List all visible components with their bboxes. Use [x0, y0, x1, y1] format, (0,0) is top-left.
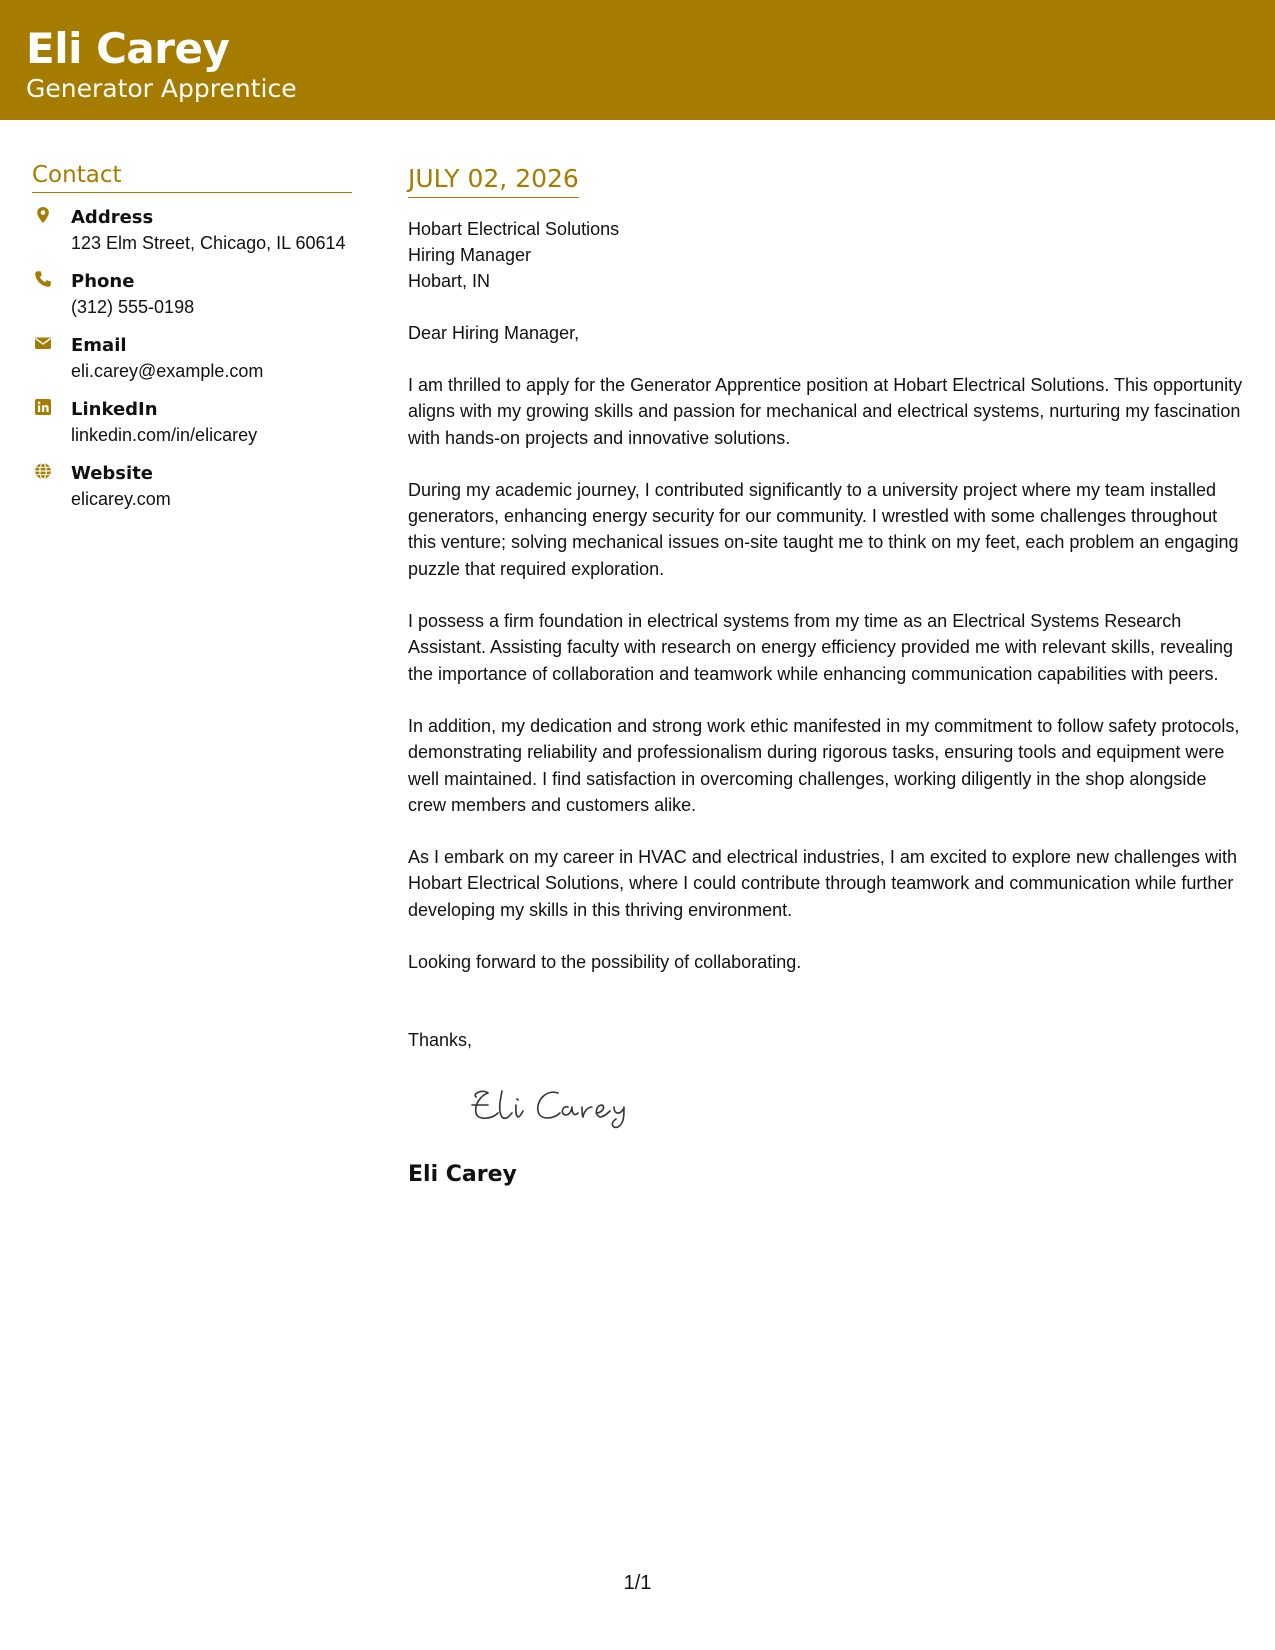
signer-name: Eli Carey — [408, 1162, 517, 1188]
paragraph-academic: During my academic journey, I contributed significantly to a university project where my team installed generators, enhancing energy security for our community. I wrestled with some challenges throughout this venture; solving mechanical issues on-site taught me to think on my feet, each problem an engaging puzzle that required exploration. — [408, 479, 1239, 579]
contact-item-website — [32, 461, 352, 511]
contact-label: LinkedIn — [71, 399, 158, 420]
letter-body — [408, 164, 1243, 1187]
header-banner — [0, 0, 1275, 120]
contact-item-email — [32, 333, 352, 383]
phone-value: (312) 555-0198 — [71, 297, 195, 317]
globe-icon — [34, 462, 52, 480]
contact-label: Website — [71, 463, 154, 484]
paragraph-career: As I embark on my career in HVAC and electrical industries, I am excited to explore new challenges with Hobart Electrical Solutions, where I could contribute through teamwork and communication while further developing my skills in this thriving environment. — [408, 847, 1238, 920]
contact-label: Phone — [71, 271, 135, 292]
page-number: 1/1 — [623, 1572, 652, 1594]
letter-date: JULY 02, 2026 — [408, 164, 579, 198]
paragraph-work-ethic: In addition, my dedication and strong work ethic manifested in my commitment to follow safety protocols, demonstrating reliability and professionalism during rigorous tasks, ensuring tools and equipment were well maintained. I find satisfaction in overcoming challenges, working diligently in the shop alongside crew members and customers alike. — [408, 715, 1240, 815]
recipient-title: Hiring Manager — [408, 245, 532, 265]
contact-heading: Contact — [32, 162, 352, 193]
linkedin-icon — [34, 398, 52, 416]
recipient-company: Hobart Electrical Solutions — [408, 219, 620, 239]
contact-label: Address — [71, 207, 154, 228]
job-title: Generator Apprentice — [26, 74, 297, 103]
website-value: elicarey.com — [71, 489, 171, 509]
applicant-name: Eli Carey — [26, 24, 230, 73]
linkedin-value: linkedin.com/in/elicarey — [71, 425, 258, 445]
contact-item-address — [32, 205, 352, 255]
contact-item-phone — [32, 269, 352, 319]
paragraph-intro: I am thrilled to apply for the Generator Apprentice position at Hobart Electrical Solutions. This opportunity aligns with my growing skills and passion for mechanical and electrical systems, nurturing my fascination with hands-on projects and innovative solutions. — [408, 375, 1243, 448]
contact-sidebar — [32, 162, 352, 511]
closing: Thanks, — [408, 1030, 473, 1051]
address-value: 123 Elm Street, Chicago, IL 60614 — [71, 233, 346, 253]
email-value: eli.carey@example.com — [71, 361, 264, 381]
recipient-location: Hobart, IN — [408, 271, 491, 291]
envelope-icon — [34, 334, 52, 352]
map-pin-icon — [34, 206, 52, 224]
phone-icon — [34, 270, 52, 288]
contact-label: Email — [71, 335, 127, 356]
paragraph-experience: I possess a firm foundation in electrical systems from my time as an Electrical Systems Research Assistant. Assisting faculty with research on energy efficiency provided me with relevant skills, revealing the importance of collaboration and teamwork while enhancing communication capabilities with peers. — [408, 611, 1234, 684]
signature — [462, 1083, 642, 1131]
recipient-block — [408, 216, 1243, 294]
paragraph-closing-line: Looking forward to the possibility of collaborating. — [408, 952, 802, 973]
salutation: Dear Hiring Manager, — [408, 323, 580, 343]
contact-item-linkedin — [32, 397, 352, 447]
